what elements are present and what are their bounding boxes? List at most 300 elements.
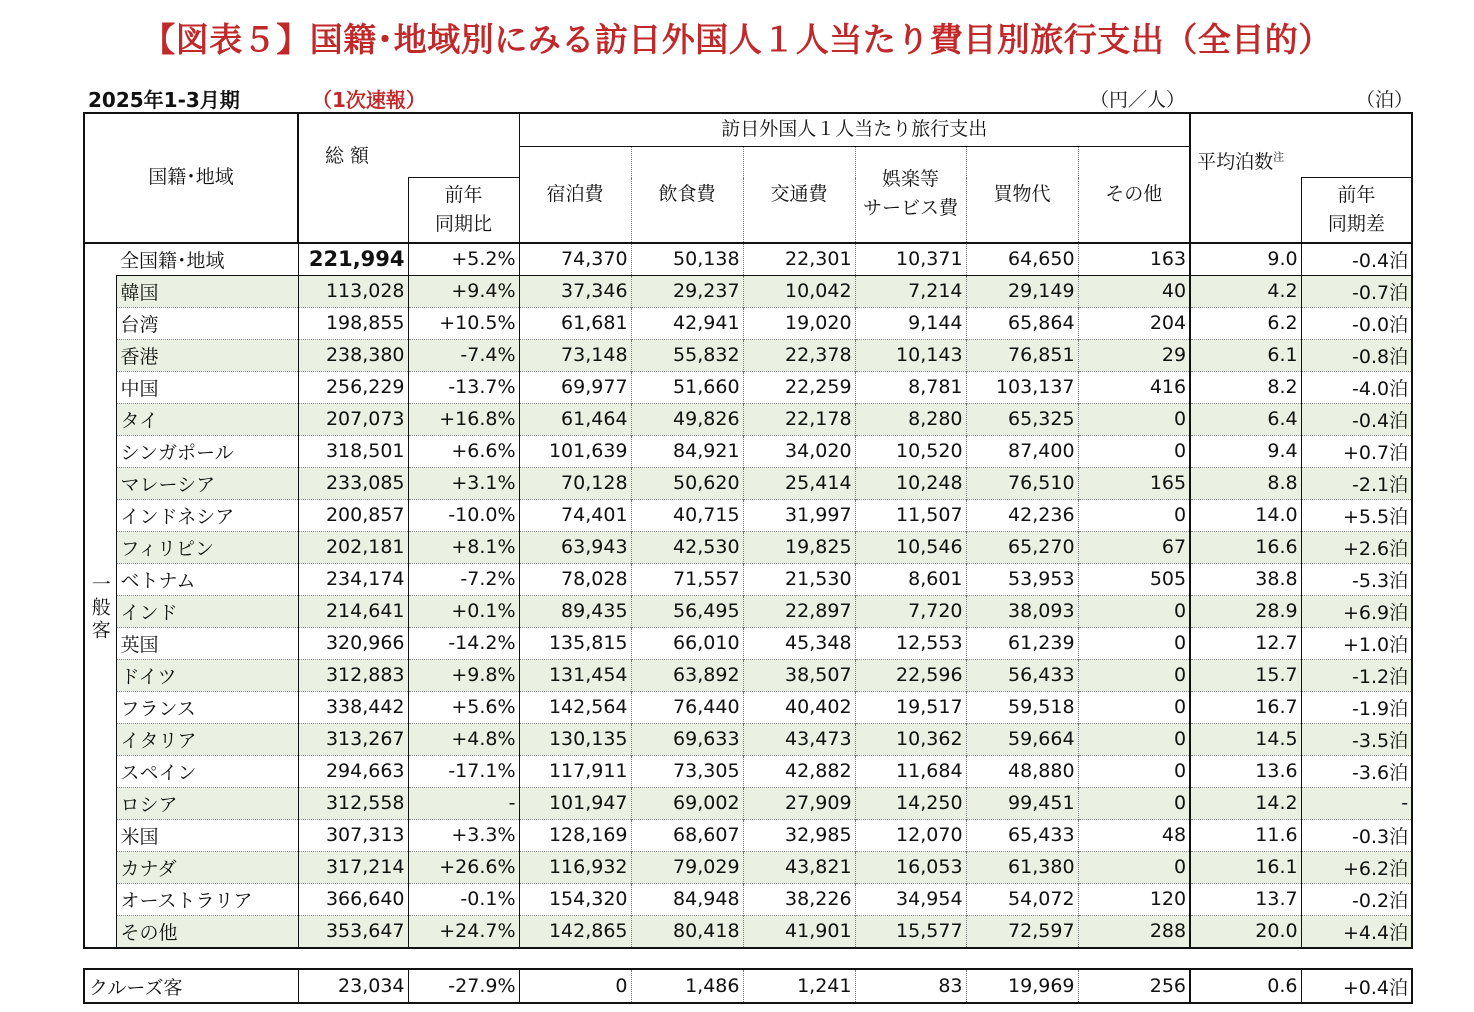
row-entertainment: 10,248 [855, 467, 966, 499]
row-lodging: 131,454 [519, 659, 631, 691]
row-lodging: 135,815 [519, 627, 631, 659]
table-row [84, 435, 1412, 467]
table-row-total [84, 243, 1412, 276]
row-shopping: 61,239 [966, 627, 1078, 659]
row-food: 49,826 [631, 403, 743, 435]
row-transport: 42,882 [743, 755, 855, 787]
table-row [84, 819, 1412, 851]
row-total: 221,994 [298, 243, 408, 276]
header-diff: 前年 同期差 [1301, 178, 1412, 243]
row-entertainment: 22,596 [855, 659, 966, 691]
row-lodging: 101,639 [519, 435, 631, 467]
row-other: 67 [1078, 531, 1190, 563]
row-other: 0 [1078, 851, 1190, 883]
row-entertainment: 10,371 [855, 243, 966, 276]
row-yoy: +3.3% [408, 819, 519, 851]
row-nights: 6.2 [1190, 307, 1301, 339]
row-food: 84,948 [631, 883, 743, 915]
row-diff: -0.4泊 [1301, 243, 1412, 276]
row-food: 76,440 [631, 691, 743, 723]
row-entertainment: 12,553 [855, 627, 966, 659]
spending-table [83, 112, 1413, 949]
row-total: 366,640 [298, 883, 408, 915]
row-food: 80,418 [631, 915, 743, 948]
row-transport: 22,378 [743, 339, 855, 371]
row-entertainment: 15,577 [855, 915, 966, 948]
row-food: 71,557 [631, 563, 743, 595]
row-transport: 40,402 [743, 691, 855, 723]
header-yoy: 前年 同期比 [408, 178, 519, 243]
row-name: 香港 [116, 339, 298, 371]
row-entertainment: 10,362 [855, 723, 966, 755]
row-other: 29 [1078, 339, 1190, 371]
row-yoy: +26.6% [408, 851, 519, 883]
row-shopping: 76,851 [966, 339, 1078, 371]
header-entertainment: 娯楽等 サービス費 [855, 146, 966, 243]
row-name: カナダ [116, 851, 298, 883]
row-total: 313,267 [298, 723, 408, 755]
row-transport: 38,226 [743, 883, 855, 915]
row-other: 204 [1078, 307, 1190, 339]
row-lodging: 61,681 [519, 307, 631, 339]
row-food: 63,892 [631, 659, 743, 691]
row-shopping: 54,072 [966, 883, 1078, 915]
row-total: 317,214 [298, 851, 408, 883]
row-transport: 19,020 [743, 307, 855, 339]
table-row [84, 307, 1412, 339]
row-nights: 15.7 [1190, 659, 1301, 691]
row-nights: 20.0 [1190, 915, 1301, 948]
row-total: 234,174 [298, 563, 408, 595]
table-row [84, 851, 1412, 883]
row-lodging: 142,865 [519, 915, 631, 948]
row-lodging: 73,148 [519, 339, 631, 371]
row-nights: 16.7 [1190, 691, 1301, 723]
row-total: 320,966 [298, 627, 408, 659]
header-shopping: 買物代 [966, 146, 1078, 243]
row-nights: 9.0 [1190, 243, 1301, 276]
header-lodging: 宿泊費 [519, 146, 631, 243]
row-name: フランス [116, 691, 298, 723]
row-diff: +6.9泊 [1301, 595, 1412, 627]
row-entertainment: 34,954 [855, 883, 966, 915]
row-other: 0 [1078, 435, 1190, 467]
page-title: 【図表５】国籍･地域別にみる訪日外国人１人当たり費目別旅行支出（全目的） [142, 20, 1332, 59]
row-shopping: 48,880 [966, 755, 1078, 787]
row-diff: +4.4泊 [1301, 915, 1412, 948]
row-nights: 12.7 [1190, 627, 1301, 659]
table-row [84, 787, 1412, 819]
table-row [84, 755, 1412, 787]
row-lodging: 61,464 [519, 403, 631, 435]
table-row [84, 339, 1412, 371]
row-total: 256,229 [298, 371, 408, 403]
row-total: 202,181 [298, 531, 408, 563]
row-other: 40 [1078, 275, 1190, 307]
row-shopping: 87,400 [966, 435, 1078, 467]
row-yoy: +8.1% [408, 531, 519, 563]
cruise-nights: 0.6 [1190, 969, 1301, 1003]
row-yoy: +4.8% [408, 723, 519, 755]
row-total: 353,647 [298, 915, 408, 948]
row-name: その他 [116, 915, 298, 948]
table-row [84, 531, 1412, 563]
row-transport: 22,178 [743, 403, 855, 435]
row-entertainment: 16,053 [855, 851, 966, 883]
row-nights: 8.8 [1190, 467, 1301, 499]
header-avg-nights: 平均泊数$^注$ [1190, 113, 1412, 178]
row-name: ドイツ [116, 659, 298, 691]
row-shopping: 42,236 [966, 499, 1078, 531]
row-entertainment: 8,781 [855, 371, 966, 403]
row-nights: 4.2 [1190, 275, 1301, 307]
row-shopping: 76,510 [966, 467, 1078, 499]
header-total-spacer [298, 178, 408, 243]
note-mark: 注 [1273, 150, 1285, 164]
row-total: 233,085 [298, 467, 408, 499]
row-lodging: 74,401 [519, 499, 631, 531]
row-transport: 22,259 [743, 371, 855, 403]
row-shopping: 72,597 [966, 915, 1078, 948]
row-total: 238,380 [298, 339, 408, 371]
row-shopping: 61,380 [966, 851, 1078, 883]
row-entertainment: 10,143 [855, 339, 966, 371]
row-yoy: +9.4% [408, 275, 519, 307]
row-nights: 28.9 [1190, 595, 1301, 627]
row-yoy: -0.1% [408, 883, 519, 915]
row-other: 163 [1078, 243, 1190, 276]
row-entertainment: 7,720 [855, 595, 966, 627]
row-other: 48 [1078, 819, 1190, 851]
row-food: 50,620 [631, 467, 743, 499]
row-diff: -0.8泊 [1301, 339, 1412, 371]
cruise-name: クルーズ客 [84, 969, 298, 1003]
row-other: 416 [1078, 371, 1190, 403]
table-row [84, 371, 1412, 403]
row-transport: 38,507 [743, 659, 855, 691]
row-nights: 14.5 [1190, 723, 1301, 755]
row-diff: -1.2泊 [1301, 659, 1412, 691]
row-entertainment: 10,546 [855, 531, 966, 563]
row-transport: 45,348 [743, 627, 855, 659]
row-yoy: -17.1% [408, 755, 519, 787]
row-food: 69,002 [631, 787, 743, 819]
row-name: シンガポール [116, 435, 298, 467]
header-food: 飲食費 [631, 146, 743, 243]
row-name: ロシア [116, 787, 298, 819]
row-diff: -0.3泊 [1301, 819, 1412, 851]
cruise-diff: +0.4泊 [1301, 969, 1412, 1003]
row-name: 韓国 [116, 275, 298, 307]
table-row [84, 883, 1412, 915]
row-entertainment: 7,214 [855, 275, 966, 307]
period-label: 2025年1-3月期 [88, 88, 240, 112]
row-yoy: +10.5% [408, 307, 519, 339]
row-transport: 27,909 [743, 787, 855, 819]
row-transport: 22,301 [743, 243, 855, 276]
row-shopping: 65,270 [966, 531, 1078, 563]
row-other: 0 [1078, 691, 1190, 723]
cruise-food: 1,486 [631, 969, 743, 1003]
row-name: オーストラリア [116, 883, 298, 915]
row-transport: 43,473 [743, 723, 855, 755]
row-yoy: +16.8% [408, 403, 519, 435]
row-nights: 6.1 [1190, 339, 1301, 371]
row-total: 198,855 [298, 307, 408, 339]
row-yoy: +5.6% [408, 691, 519, 723]
table-row [84, 275, 1412, 307]
row-shopping: 59,518 [966, 691, 1078, 723]
table-row [84, 403, 1412, 435]
header-transport: 交通費 [743, 146, 855, 243]
row-name: スペイン [116, 755, 298, 787]
row-name: イタリア [116, 723, 298, 755]
row-lodging: 89,435 [519, 595, 631, 627]
row-shopping: 56,433 [966, 659, 1078, 691]
row-transport: 31,997 [743, 499, 855, 531]
row-transport: 43,821 [743, 851, 855, 883]
row-diff: +2.6泊 [1301, 531, 1412, 563]
row-diff: -0.0泊 [1301, 307, 1412, 339]
row-other: 288 [1078, 915, 1190, 948]
cruise-table [83, 968, 1413, 1004]
row-food: 29,237 [631, 275, 743, 307]
row-entertainment: 9,144 [855, 307, 966, 339]
header-total: 総 額 [298, 113, 519, 178]
row-shopping: 53,953 [966, 563, 1078, 595]
row-nights: 8.2 [1190, 371, 1301, 403]
row-other: 0 [1078, 787, 1190, 819]
row-lodging: 69,977 [519, 371, 631, 403]
row-diff: -0.4泊 [1301, 403, 1412, 435]
row-diff: +6.2泊 [1301, 851, 1412, 883]
cruise-shopping: 19,969 [966, 969, 1078, 1003]
row-entertainment: 8,601 [855, 563, 966, 595]
row-food: 42,530 [631, 531, 743, 563]
header-nights-spacer [1190, 178, 1301, 243]
table-row [84, 627, 1412, 659]
row-transport: 32,985 [743, 819, 855, 851]
row-other: 505 [1078, 563, 1190, 595]
cruise-other: 256 [1078, 969, 1190, 1003]
table-row [84, 467, 1412, 499]
row-nights: 16.1 [1190, 851, 1301, 883]
row-lodging: 116,932 [519, 851, 631, 883]
row-shopping: 59,664 [966, 723, 1078, 755]
table-row [84, 563, 1412, 595]
row-other: 0 [1078, 499, 1190, 531]
row-yoy: +6.6% [408, 435, 519, 467]
row-food: 79,029 [631, 851, 743, 883]
row-lodging: 130,135 [519, 723, 631, 755]
row-diff: - [1301, 787, 1412, 819]
row-other: 120 [1078, 883, 1190, 915]
row-nights: 13.6 [1190, 755, 1301, 787]
row-shopping: 65,864 [966, 307, 1078, 339]
row-diff: -1.9泊 [1301, 691, 1412, 723]
row-yoy: -13.7% [408, 371, 519, 403]
row-yoy: +0.1% [408, 595, 519, 627]
general-customer-label: 一般客 [84, 275, 116, 948]
row-diff: +5.5泊 [1301, 499, 1412, 531]
row-food: 42,941 [631, 307, 743, 339]
header-spending-group: 訪日外国人１人当たり旅行支出 [519, 113, 1190, 146]
row-total: 200,857 [298, 499, 408, 531]
general-spacer [84, 243, 116, 276]
row-total: 312,558 [298, 787, 408, 819]
table-row [84, 659, 1412, 691]
row-lodging: 70,128 [519, 467, 631, 499]
row-nights: 6.4 [1190, 403, 1301, 435]
row-food: 56,495 [631, 595, 743, 627]
row-food: 40,715 [631, 499, 743, 531]
table-row [84, 723, 1412, 755]
row-shopping: 99,451 [966, 787, 1078, 819]
row-nights: 9.4 [1190, 435, 1301, 467]
row-transport: 25,414 [743, 467, 855, 499]
row-lodging: 74,370 [519, 243, 631, 276]
row-entertainment: 11,507 [855, 499, 966, 531]
row-total: 214,641 [298, 595, 408, 627]
row-total: 207,073 [298, 403, 408, 435]
table-row [84, 691, 1412, 723]
row-yoy: -7.4% [408, 339, 519, 371]
row-food: 84,921 [631, 435, 743, 467]
row-name: 中国 [116, 371, 298, 403]
row-total: 318,501 [298, 435, 408, 467]
row-entertainment: 12,070 [855, 819, 966, 851]
row-total: 113,028 [298, 275, 408, 307]
row-diff: -0.7泊 [1301, 275, 1412, 307]
row-name: 全国籍･地域 [120, 249, 225, 272]
row-other: 0 [1078, 755, 1190, 787]
unit-yen-label: （円／人） [1090, 89, 1186, 111]
row-nights: 11.6 [1190, 819, 1301, 851]
row-other: 165 [1078, 467, 1190, 499]
cruise-lodging: 0 [519, 969, 631, 1003]
row-name: インドネシア [116, 499, 298, 531]
table-row [84, 499, 1412, 531]
row-yoy: -14.2% [408, 627, 519, 659]
row-lodging: 142,564 [519, 691, 631, 723]
row-name: 英国 [116, 627, 298, 659]
row-shopping: 64,650 [966, 243, 1078, 276]
row-name: インド [116, 595, 298, 627]
row-other: 0 [1078, 723, 1190, 755]
row-entertainment: 8,280 [855, 403, 966, 435]
row-total: 338,442 [298, 691, 408, 723]
row-transport: 21,530 [743, 563, 855, 595]
row-yoy: +9.8% [408, 659, 519, 691]
row-total: 307,313 [298, 819, 408, 851]
row-shopping: 65,325 [966, 403, 1078, 435]
row-other: 0 [1078, 627, 1190, 659]
row-food: 55,832 [631, 339, 743, 371]
table-row [84, 915, 1412, 948]
row-shopping: 65,433 [966, 819, 1078, 851]
row-diff: -3.6泊 [1301, 755, 1412, 787]
row-food: 51,660 [631, 371, 743, 403]
row-food: 69,633 [631, 723, 743, 755]
row-diff: -3.5泊 [1301, 723, 1412, 755]
row-lodging: 78,028 [519, 563, 631, 595]
row-total: 294,663 [298, 755, 408, 787]
row-shopping: 38,093 [966, 595, 1078, 627]
cruise-total: 23,034 [298, 969, 408, 1003]
preliminary-label: （1次速報） [312, 88, 426, 112]
row-yoy: +3.1% [408, 467, 519, 499]
row-diff: +0.7泊 [1301, 435, 1412, 467]
row-entertainment: 10,520 [855, 435, 966, 467]
table-row-cruise [84, 969, 1412, 1003]
row-nights: 38.8 [1190, 563, 1301, 595]
row-diff: -4.0泊 [1301, 371, 1412, 403]
row-lodging: 128,169 [519, 819, 631, 851]
row-lodging: 37,346 [519, 275, 631, 307]
row-yoy: -7.2% [408, 563, 519, 595]
row-nights: 16.6 [1190, 531, 1301, 563]
row-other: 0 [1078, 659, 1190, 691]
row-food: 66,010 [631, 627, 743, 659]
row-lodging: 117,911 [519, 755, 631, 787]
row-total: 312,883 [298, 659, 408, 691]
row-lodging: 101,947 [519, 787, 631, 819]
header-other: その他 [1078, 146, 1190, 243]
row-name: 台湾 [116, 307, 298, 339]
row-name: ベトナム [116, 563, 298, 595]
row-transport: 41,901 [743, 915, 855, 948]
row-other: 0 [1078, 595, 1190, 627]
row-yoy: - [408, 787, 519, 819]
row-diff: -0.2泊 [1301, 883, 1412, 915]
unit-nights-label: （泊） [1356, 89, 1414, 111]
row-transport: 22,897 [743, 595, 855, 627]
row-lodging: 63,943 [519, 531, 631, 563]
row-name: フィリピン [116, 531, 298, 563]
row-name: マレーシア [116, 467, 298, 499]
row-food: 73,305 [631, 755, 743, 787]
row-name: タイ [116, 403, 298, 435]
row-transport: 10,042 [743, 275, 855, 307]
row-name: 米国 [116, 819, 298, 851]
row-shopping: 103,137 [966, 371, 1078, 403]
cruise-entertainment: 83 [855, 969, 966, 1003]
row-nights: 14.2 [1190, 787, 1301, 819]
row-diff: +1.0泊 [1301, 627, 1412, 659]
table-row [84, 595, 1412, 627]
row-diff: -2.1泊 [1301, 467, 1412, 499]
row-yoy: +5.2% [408, 243, 519, 276]
row-shopping: 29,149 [966, 275, 1078, 307]
row-entertainment: 19,517 [855, 691, 966, 723]
cruise-transport: 1,241 [743, 969, 855, 1003]
cruise-yoy: -27.9% [408, 969, 519, 1003]
header-nationality: 国籍･地域 [84, 113, 298, 243]
row-diff: -5.3泊 [1301, 563, 1412, 595]
row-yoy: -10.0% [408, 499, 519, 531]
row-entertainment: 11,684 [855, 755, 966, 787]
row-nights: 14.0 [1190, 499, 1301, 531]
row-other: 0 [1078, 403, 1190, 435]
row-food: 50,138 [631, 243, 743, 276]
row-food: 68,607 [631, 819, 743, 851]
row-lodging: 154,320 [519, 883, 631, 915]
row-nights: 13.7 [1190, 883, 1301, 915]
row-transport: 34,020 [743, 435, 855, 467]
row-transport: 19,825 [743, 531, 855, 563]
row-yoy: +24.7% [408, 915, 519, 948]
row-entertainment: 14,250 [855, 787, 966, 819]
